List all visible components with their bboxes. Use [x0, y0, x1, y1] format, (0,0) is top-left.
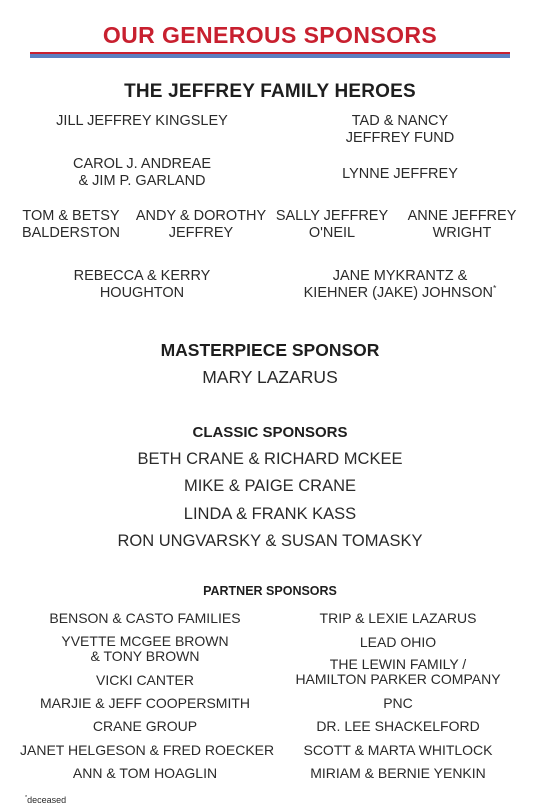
partner-sponsor: CRANE GROUP [92, 718, 198, 734]
partner-sponsor: BENSON & CASTO FAMILIES [49, 610, 241, 626]
hero-sponsor: JILL JEFFREY KINGSLEY [56, 113, 228, 129]
hero-sponsor: ANDY & DOROTHY JEFFREY [135, 208, 267, 242]
heroes-heading: THE JEFFREY FAMILY HEROES [124, 81, 416, 102]
footnote-text: deceased [27, 795, 67, 805]
deceased-mark: * [492, 283, 497, 294]
partner-sponsor: YVETTE MCGEE BROWN & TONY BROWN [61, 633, 229, 665]
classic-sponsor: MIKE & PAIGE CRANE [183, 477, 357, 495]
masterpiece-heading: MASTERPIECE SPONSOR [160, 340, 380, 360]
hero-sponsor: CAROL J. ANDREAE & JIM P. GARLAND [72, 156, 212, 190]
hero-sponsor: TAD & NANCY JEFFREY FUND [345, 113, 455, 147]
title-divider [30, 52, 510, 58]
hero-sponsor-deceased [290, 268, 510, 303]
partner-sponsor: TRIP & LEXIE LAZARUS [319, 610, 477, 626]
partner-sponsor: MARJIE & JEFF COOPERSMITH [39, 695, 250, 711]
hero-sponsor: REBECCA & KERRY HOUGHTON [73, 268, 211, 302]
partner-sponsor: JANET HELGESON & FRED ROECKER [20, 742, 275, 758]
partner-sponsor: SCOTT & MARTA WHITLOCK [303, 742, 493, 758]
classic-heading: CLASSIC SPONSORS [192, 424, 348, 441]
partner-sponsor: DR. LEE SHACKELFORD [316, 718, 480, 734]
partner-sponsor: ANN & TOM HOAGLIN [72, 765, 218, 781]
partner-sponsor: VICKI CANTER [95, 672, 194, 688]
hero-sponsor: SALLY JEFFREY O'NEIL [275, 208, 389, 242]
footnote-mark: * [25, 795, 28, 801]
partner-heading: PARTNER SPONSORS [203, 584, 337, 598]
hero-sponsor: ANNE JEFFREY WRIGHT [407, 208, 517, 242]
masterpiece-sponsor: MARY LAZARUS [202, 367, 338, 387]
hero-sponsor: LYNNE JEFFREY [342, 166, 458, 182]
hero-sponsor-name: JANE MYKRANTZ & KIEHNER (JAKE) JOHNSON [303, 268, 493, 302]
hero-sponsor: TOM & BETSY BALDERSTON [21, 208, 121, 242]
page-title: OUR GENEROUS SPONSORS [102, 22, 438, 48]
partner-sponsor: THE LEWIN FAMILY / HAMILTON PARKER COMPANY [295, 656, 501, 688]
partner-sponsor: PNC [383, 695, 413, 711]
divider-blue-line [30, 54, 510, 58]
classic-sponsor: RON UNGVARSKY & SUSAN TOMASKY [117, 532, 423, 550]
footnote [25, 795, 66, 806]
partner-sponsor: LEAD OHIO [359, 634, 437, 650]
classic-sponsor: LINDA & FRANK KASS [183, 505, 357, 523]
classic-sponsor: BETH CRANE & RICHARD MCKEE [137, 450, 403, 468]
partner-sponsor: MIRIAM & BERNIE YENKIN [310, 765, 486, 781]
